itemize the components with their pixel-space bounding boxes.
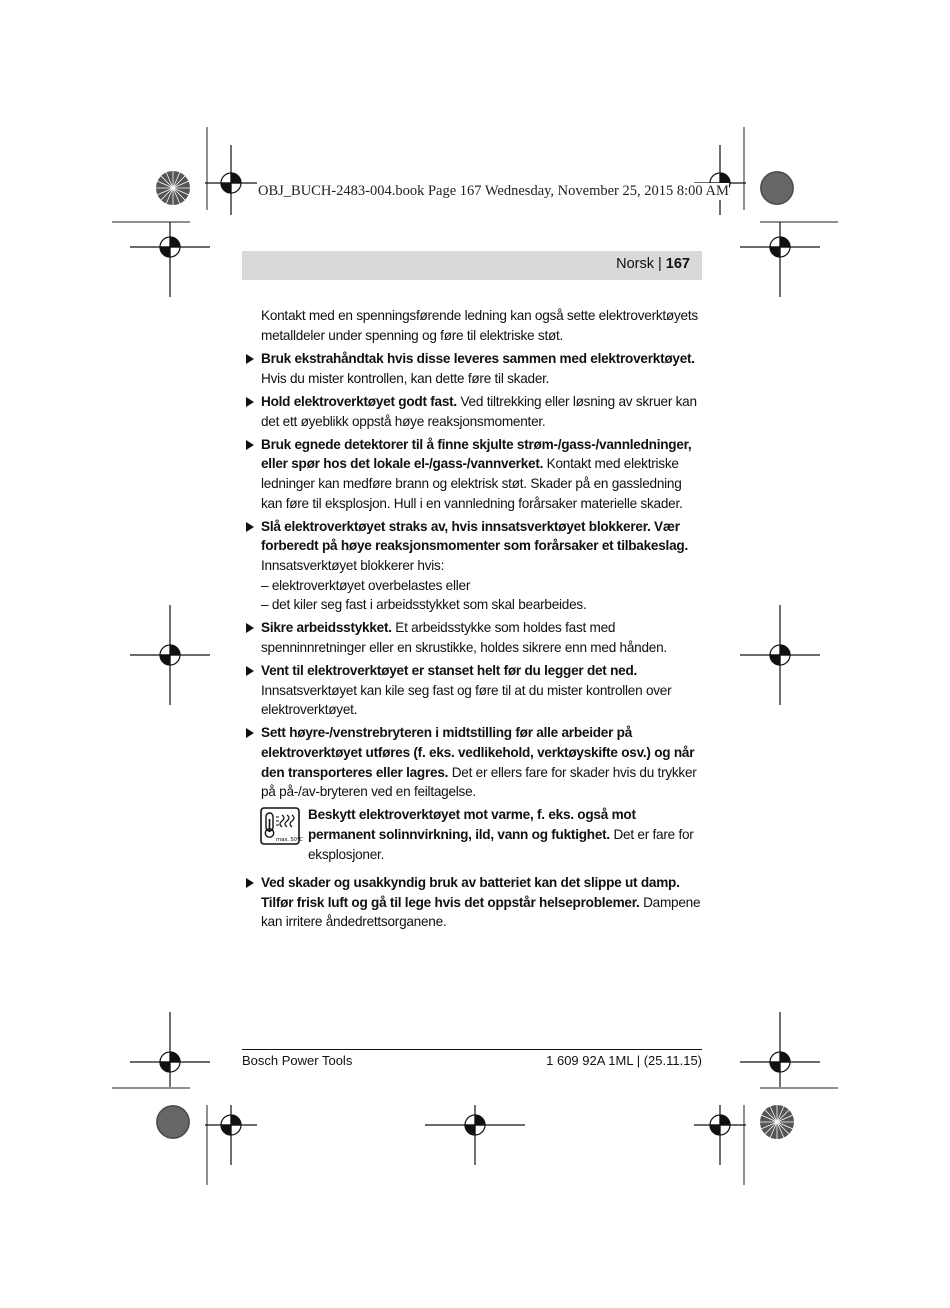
header-text <box>616 256 690 272</box>
item-bold-text: Bruk ekstrahåndtak hvis disse leveres sammen med elektroverktøyet. <box>261 351 695 367</box>
bullet-triangle-icon <box>246 878 254 888</box>
page-header <box>242 251 702 280</box>
item-bold-text: Bruk egnede detektorer til å finne skjulte strøm-/gass-/vannledninger, eller spør hos det lokale el-/gass-/vannverket. <box>261 436 692 472</box>
item-text: Et arbeidsstykke som holdes fast med spenninnretninger eller en skrustikke, holdes sikrere enn med hånden. <box>261 620 667 655</box>
header-section: Norsk <box>616 256 654 272</box>
bullet-triangle-icon <box>246 440 254 450</box>
item-bold-text: Ved skader og usakkyndig bruk av batteriet kan det slippe ut damp. Tilfør frisk luft og gå til lege hvis det oppstår helseproblemer. <box>261 875 680 910</box>
safety-item <box>242 435 702 513</box>
item-text: Det er ellers fare for skader hvis du trykker på på-/av-bryteren ved en feiltagelse. <box>261 764 697 800</box>
sub-item: – det kiler seg fast i arbeidsstykket som skal bearbeides. <box>261 597 587 613</box>
item-bold-text: Sett høyre-/venstrebryteren i midtstilling før alle arbeider på elektroverktøyet utføres (f. eks. vedlikehold, verktøyskifte osv.) og når den transporteres eller lagres. <box>261 725 695 780</box>
item-text: Hvis du mister kontrollen, kan dette føre til skader. <box>261 370 550 386</box>
safety-item <box>242 873 702 932</box>
safety-item <box>242 349 702 388</box>
safety-item <box>242 392 702 431</box>
footer-rule <box>242 1049 702 1050</box>
bullet-triangle-icon <box>246 623 254 633</box>
item-text: Dampene kan irritere åndedrettsorganene. <box>261 894 701 930</box>
item-text: Ved tiltrekking eller løsning av skruer kan det ett øyeblikk oppstå høye reaksjonsmomenter. <box>261 393 697 429</box>
sub-item: – elektroverktøyet overbelastes eller <box>261 577 471 593</box>
footer-doc-number: 1 609 92A 1ML | (25.11.15) <box>546 1053 702 1068</box>
heat-warning <box>242 805 702 864</box>
item-bold-text: Hold elektroverktøyet godt fast. <box>261 393 457 409</box>
intro-paragraph: Kontakt med en spenningsførende ledning kan også sette elektroverktøyets metalldeler under spenning og føre til elektriske støt. <box>261 308 698 343</box>
item-text: Kontakt med elektriske ledninger kan medføre brann og elektrisk støt. Skader på en gassledning kan føre til eksplosjon. Hull i en vannledning forårsaker materielle skader. <box>261 456 683 511</box>
page-number: 167 <box>665 256 690 272</box>
temperature-warning-icon <box>260 807 303 845</box>
item-bold-text: Slå elektroverktøyet straks av, hvis innsatsverktøyet blokkerer. Vær forberedt på høye reaksjonsmomenter som forårsaker et tilbakeslag. <box>261 518 688 554</box>
main-content <box>242 306 702 936</box>
header-separator: | <box>653 256 666 272</box>
icon-label: max. 50°C <box>276 837 303 844</box>
item-text: Innsatsverktøyet blokkerer hvis: <box>261 557 445 573</box>
bullet-triangle-icon <box>246 354 254 364</box>
safety-item <box>242 517 702 615</box>
item-text: Innsatsverktøyet kan kile seg fast og føre til at du mister kontrollen over elektroverktøyet. <box>261 682 672 718</box>
bullet-triangle-icon <box>246 728 254 738</box>
item-bold-text: Sikre arbeidsstykket. <box>261 620 392 636</box>
print-slug: OBJ_BUCH-2483-004.book Page 167 Wednesday, November 25, 2015 8:00 AM <box>258 183 729 199</box>
warning-bold-text: Beskytt elektroverktøyet mot varme, f. eks. også mot permanent solinnvirkning, ild, vann og fuktighet. <box>308 807 636 842</box>
bullet-triangle-icon <box>246 666 254 676</box>
bullet-triangle-icon <box>246 397 254 407</box>
safety-item <box>242 618 702 657</box>
safety-item <box>242 723 702 801</box>
item-bold-text: Vent til elektroverktøyet er stanset helt før du legger det ned. <box>261 663 638 679</box>
bullet-triangle-icon <box>246 522 254 532</box>
safety-item <box>242 661 702 720</box>
footer-brand: Bosch Power Tools <box>242 1053 353 1068</box>
warning-text: Det er fare for eksplosjoner. <box>308 827 694 862</box>
